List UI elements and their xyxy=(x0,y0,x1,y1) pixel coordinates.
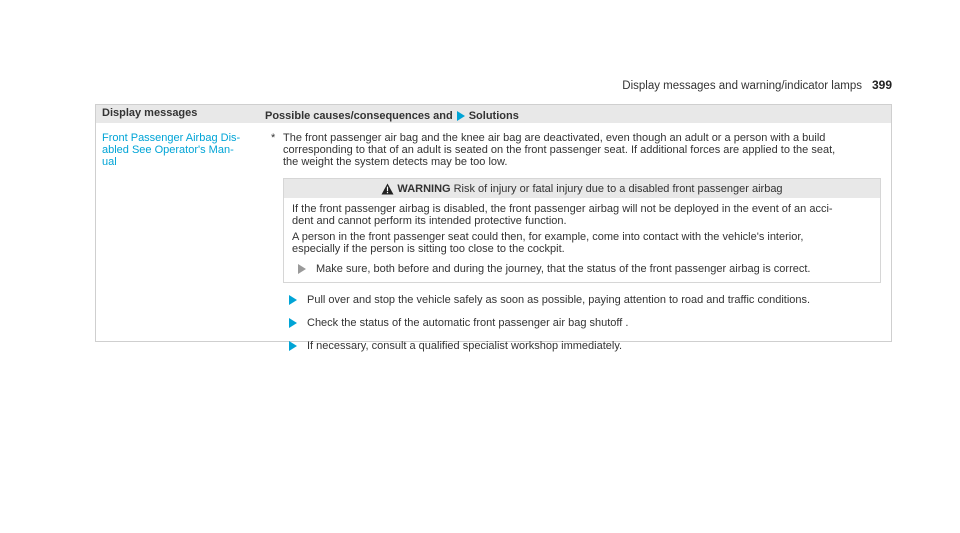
step-arrow-icon xyxy=(298,264,306,274)
warning-paragraph xyxy=(292,231,872,255)
warning-header xyxy=(284,179,880,198)
warning-step xyxy=(292,263,872,275)
cause-line: the weight the system detects may be too low. xyxy=(283,156,508,168)
warning-paragraph xyxy=(292,203,872,227)
warning-step-text: Make sure, both before and during the journey, that the status of the front passenger airbag is correct. xyxy=(316,263,811,275)
warning-box xyxy=(283,178,881,283)
step-arrow-icon xyxy=(289,295,297,305)
display-message-cell xyxy=(96,123,258,352)
warning-body xyxy=(284,198,880,282)
solution-step-text: If necessary, consult a qualified specialist workshop immediately. xyxy=(307,340,623,352)
warning-line: especially if the person is sitting too close to the cockpit. xyxy=(292,243,565,255)
table-row xyxy=(96,123,891,352)
solution-step xyxy=(265,317,883,329)
column-header-solutions-label: Solutions xyxy=(468,110,519,122)
cause-marker: * xyxy=(271,132,276,144)
warning-line: If the front passenger airbag is disabled, the front passenger airbag will not be deployed in the event of an acci- xyxy=(292,203,833,215)
step-arrow-icon xyxy=(289,341,297,351)
display-message-line: ual xyxy=(102,156,117,168)
page-number: 399 xyxy=(871,78,892,92)
cause-line: The front passenger air bag and the knee air bag are deactivated, even though an adult or a person with a build xyxy=(283,132,826,144)
cause-text xyxy=(283,132,883,168)
warning-title: Risk of injury or fatal injury due to a disabled front passenger airbag xyxy=(453,182,783,195)
solution-step-text: Check the status of the automatic front passenger air bag shutoff . xyxy=(307,317,629,329)
step-arrow-icon xyxy=(289,318,297,328)
page-header xyxy=(622,78,892,92)
warning-line: A person in the front passenger seat could then, for example, come into contact with the vehicle's interior, xyxy=(292,231,804,243)
cause-line: corresponding to that of an adult is seated on the front passenger seat. If additional forces are applied to the seat, xyxy=(283,144,836,156)
solution-step xyxy=(265,340,883,352)
table-header xyxy=(96,105,891,123)
column-header-causes-label: Possible causes/consequences and xyxy=(265,110,453,122)
warning-line: dent and cannot perform its intended protective function. xyxy=(292,215,567,227)
warning-triangle-icon xyxy=(381,183,394,195)
display-message-line: abled See Operator's Man- xyxy=(102,144,234,156)
solutions-arrow-icon xyxy=(457,111,465,121)
page-header-title: Display messages and warning/indicator lamps xyxy=(622,80,862,92)
warning-label: WARNING xyxy=(397,182,451,195)
column-header-display-messages: Display messages xyxy=(102,107,198,119)
display-messages-table xyxy=(95,104,892,352)
solution-steps xyxy=(265,294,883,352)
causes-solutions-cell xyxy=(258,123,891,352)
cause-item xyxy=(265,132,883,168)
column-header-causes xyxy=(258,105,891,123)
display-message-line: Front Passenger Airbag Dis- xyxy=(102,132,241,144)
solution-step-text: Pull over and stop the vehicle safely as soon as possible, paying attention to road and traffic conditions. xyxy=(307,294,811,306)
solution-step xyxy=(265,294,883,306)
